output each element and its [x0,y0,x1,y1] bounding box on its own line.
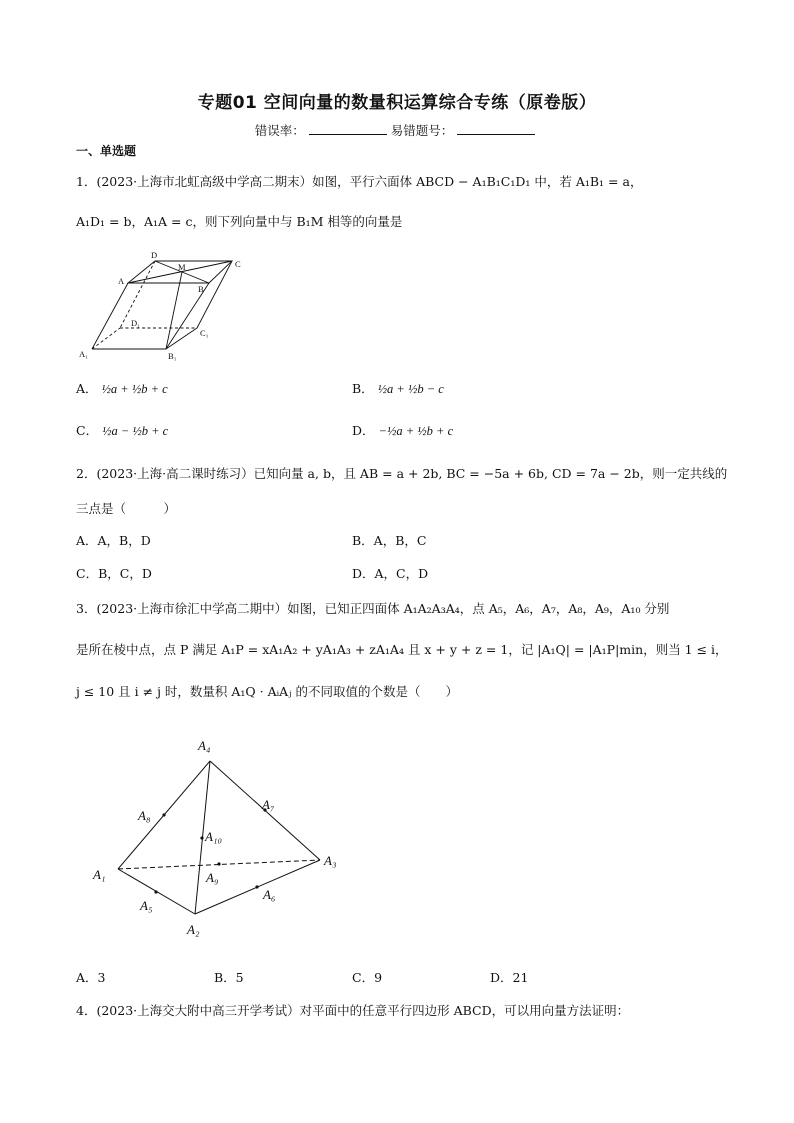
point-a9 [217,862,220,865]
label-c1: C₁ [200,328,209,338]
q3-tetrahedron-figure [88,732,358,947]
q2-option-a[interactable]: A．A，B，D [76,533,151,548]
q1-option-a[interactable] [76,379,168,397]
label-a9: A₉ [206,870,219,885]
label-a6: A₆ [263,887,276,902]
q3-option-b[interactable]: B．5 [214,970,244,985]
label-a5: A₅ [140,898,153,913]
error-rate-line [0,121,794,139]
q1-option-b[interactable] [352,379,444,397]
q1-option-d-expr: −½a + ½b + c [378,424,454,438]
q3-stem-line3: j ≤ 10 且 i ≠ j 时，数量积 A₁Q · AᵢAⱼ 的不同取值的个数是（ ） [76,684,458,699]
page-title: 专题01 空间向量的数量积运算综合专练（原卷版） [197,93,597,113]
edge-a1d1-hidden [92,328,120,349]
label-a8: A₈ [138,808,151,823]
q2-stem-line2: 三点是（ ） [76,501,177,516]
q1-option-a-label: A． [76,381,98,396]
label-b: B [198,284,204,294]
q3-option-d[interactable]: D．21 [490,970,529,985]
q2-option-d[interactable]: D．A，C，D [352,566,429,581]
q1-option-c-expr: ½a − ½b + c [102,424,169,438]
q1-option-c-label: C． [76,423,99,438]
point-a6 [255,885,258,888]
q2-stem-line1: 2．(2023·上海·高二课时练习）已知向量 a, b，且 AB = a + 2b, BC = −5a + 6b, CD = 7a − 2b，则一定共线的 [76,466,728,481]
q1-option-b-label: B． [352,381,374,396]
q1-option-d[interactable] [352,421,453,439]
error-question-label: 易错题号： [390,123,454,138]
q3-stem-line2: 是所在棱中点，点 P 满足 A₁P = xA₁A₂ + yA₁A₃ + zA₁A₄ 且 x + y + z = 1，记 |A₁Q| = |A₁P|min，则当 1 ≤ i， [76,642,728,657]
label-a10: A₁₀ [205,829,222,844]
section-heading: 一、单选题 [76,144,137,158]
q3-option-a[interactable]: A．3 [76,970,106,985]
q1-option-b-expr: ½a + ½b − c [377,382,444,396]
q1-option-a-expr: ½a + ½b + c [101,382,168,396]
label-b1: B₁ [168,351,177,361]
error-rate-label: 错误率： [254,123,305,138]
q3-stem-line1: 3．(2023·上海市徐汇中学高二期中）如图，已知正四面体 A₁A₂A₃A₄，点 A₅，A₆，A₇，A₈，A₉，A₁₀ 分别 [76,601,670,616]
label-c: C [235,259,241,269]
q3-option-c[interactable]: C．9 [352,970,383,985]
q1-option-d-label: D． [352,423,375,438]
edge-aa1 [92,283,128,349]
q1-parallelepiped-figure [76,250,256,362]
q1-stem-line1: 1．(2023·上海市北虹高级中学高二期末）如图，平行六面体 ABCD − A₁B₁C₁D₁ 中，若 A₁B₁ = a， [76,174,643,189]
label-a3: A₃ [324,853,337,868]
q1-option-c[interactable] [76,421,168,439]
label-a1: A₁ [93,867,106,882]
q2-option-b[interactable]: B．A，B，C [352,533,427,548]
point-a10 [200,836,203,839]
label-d: D [151,250,158,260]
label-a: A [118,276,125,286]
label-a1: A₁ [79,349,89,359]
q1-stem-line2: A₁D₁ = b，A₁A = c，则下列向量中与 B₁M 相等的向量是 [76,214,403,229]
q4-stem-line1: 4．(2023·上海交大附中高三开学考试）对平面中的任意平行四边形 ABCD，可以用向量方法证明： [76,1003,630,1018]
label-a7: A₇ [262,797,275,812]
point-a5 [154,890,157,893]
q2-option-c[interactable]: C．B，C，D [76,566,152,581]
label-a4: A₄ [198,738,211,753]
point-a8 [162,813,165,816]
edge-cc1 [197,261,232,328]
error-rate-blank [309,124,387,135]
label-m: M [178,262,186,272]
label-d1: D₁ [131,318,141,328]
error-question-blank [457,124,535,135]
edge-b1c1 [166,328,197,349]
label-a2: A₂ [187,922,200,937]
